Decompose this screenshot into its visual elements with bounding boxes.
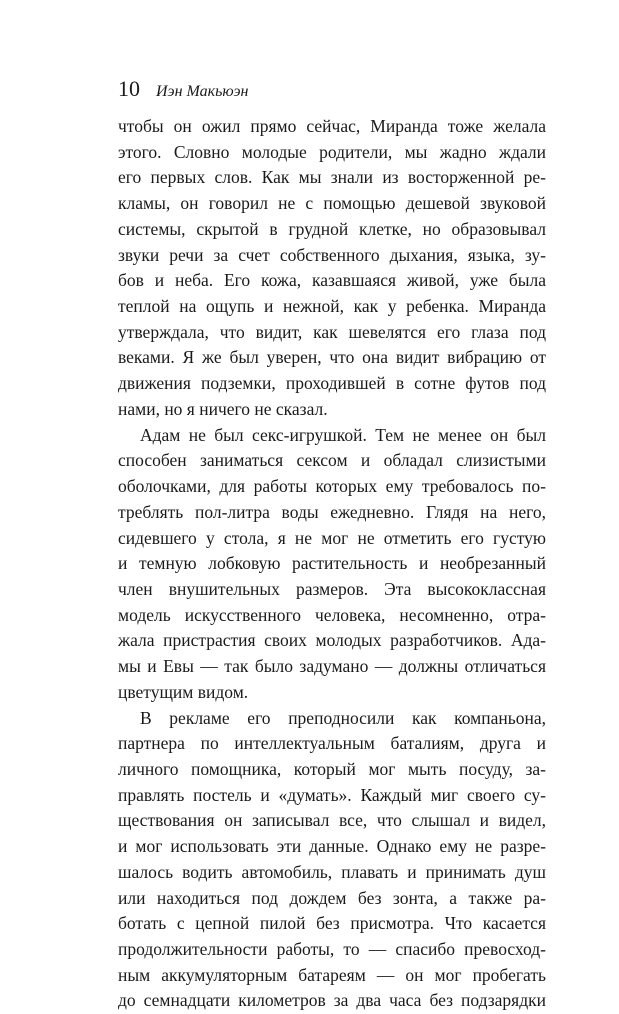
text-line: правлять постель и «думать». Каждый миг своего су-	[118, 784, 546, 805]
text-line: движения подземки, проходившей в сотне футов под	[118, 373, 546, 394]
running-title-author: Иэн Макьюэн	[156, 83, 249, 100]
paragraph-end-line: цветущим видом.	[118, 681, 249, 702]
text-line: этого. Словно молодые родители, мы жадно ждали	[118, 141, 546, 162]
text-line: партнера по интеллектуальным баталиям, друга и	[118, 733, 546, 754]
text-line: член внушительных размеров. Эта высококлассная	[118, 578, 546, 599]
paragraph-end-line: нами, но я ничего не сказал.	[118, 398, 328, 419]
text-line: утверждала, что видит, как шевелятся его глаза под	[118, 321, 546, 342]
text-line: и мог использовать эти данные. Однако ему не разре-	[118, 836, 546, 857]
text-line: веками. Я же был уверен, что она видит вибрацию от	[118, 347, 546, 368]
text-line: оболочками, для работы которых ему требовалось по-	[118, 476, 546, 497]
text-line: или находиться под дождем без зонта, а также ра-	[118, 887, 546, 908]
paragraph-start-line: В рекламе его преподносили как компаньона,	[140, 707, 546, 728]
text-line: и темную лобковую растительность и необрезанный	[118, 553, 546, 574]
text-line: теплой на ощупь и нежной, как у ребенка. Миранда	[118, 296, 546, 317]
text-line: ботать с цепной пилой без присмотра. Что касается	[118, 913, 546, 934]
text-line: шалось водить автомобиль, плавать и принимать душ	[118, 861, 546, 882]
text-line: ным аккумуляторным батареям — он мог пробегать	[118, 964, 546, 985]
text-line: треблять пол-литра воды ежедневно. Глядя на него,	[118, 501, 546, 522]
paragraph-start-line: Адам не был секс-игрушкой. Тем не менее он был	[140, 424, 546, 445]
text-line: ществования он записывал все, что слышал и видел,	[118, 810, 546, 831]
running-head	[118, 76, 248, 102]
text-line: бов и неба. Его кожа, казавшаяся живой, уже была	[118, 270, 546, 291]
text-line: кламы, он говорил не с помощью дешевой звуковой	[118, 193, 546, 214]
text-line: его первых слов. Как мы знали из восторженной ре-	[118, 167, 546, 188]
text-line: сидевшего у стола, я не мог не отметить его густую	[118, 527, 546, 548]
body-text	[118, 114, 546, 1014]
text-line: звуки речи за счет собственного дыхания, языка, зу-	[118, 244, 546, 265]
text-line: мы и Евы — так было задумано — должны отличаться	[118, 656, 546, 677]
text-line: продолжительности работы, то — спасибо превосход-	[118, 939, 546, 959]
text-line: системы, скрытой в грудной клетке, но образовывал	[118, 218, 546, 239]
text-line: личного помощника, который мог мыть посуду, за-	[118, 758, 546, 779]
text-line: жала пристрастия своих молодых разработчиков. Ада-	[118, 630, 546, 651]
text-line: модель искусственного человека, несомненно, отра-	[118, 604, 546, 625]
text-line: до семнадцати километров за два часа без подзарядки	[118, 990, 546, 1011]
text-line: способен заниматься сексом и обладал слизистыми	[118, 450, 546, 471]
text-line: чтобы он ожил прямо сейчас, Миранда тоже желала	[118, 116, 546, 136]
page-number: 10	[118, 76, 140, 101]
